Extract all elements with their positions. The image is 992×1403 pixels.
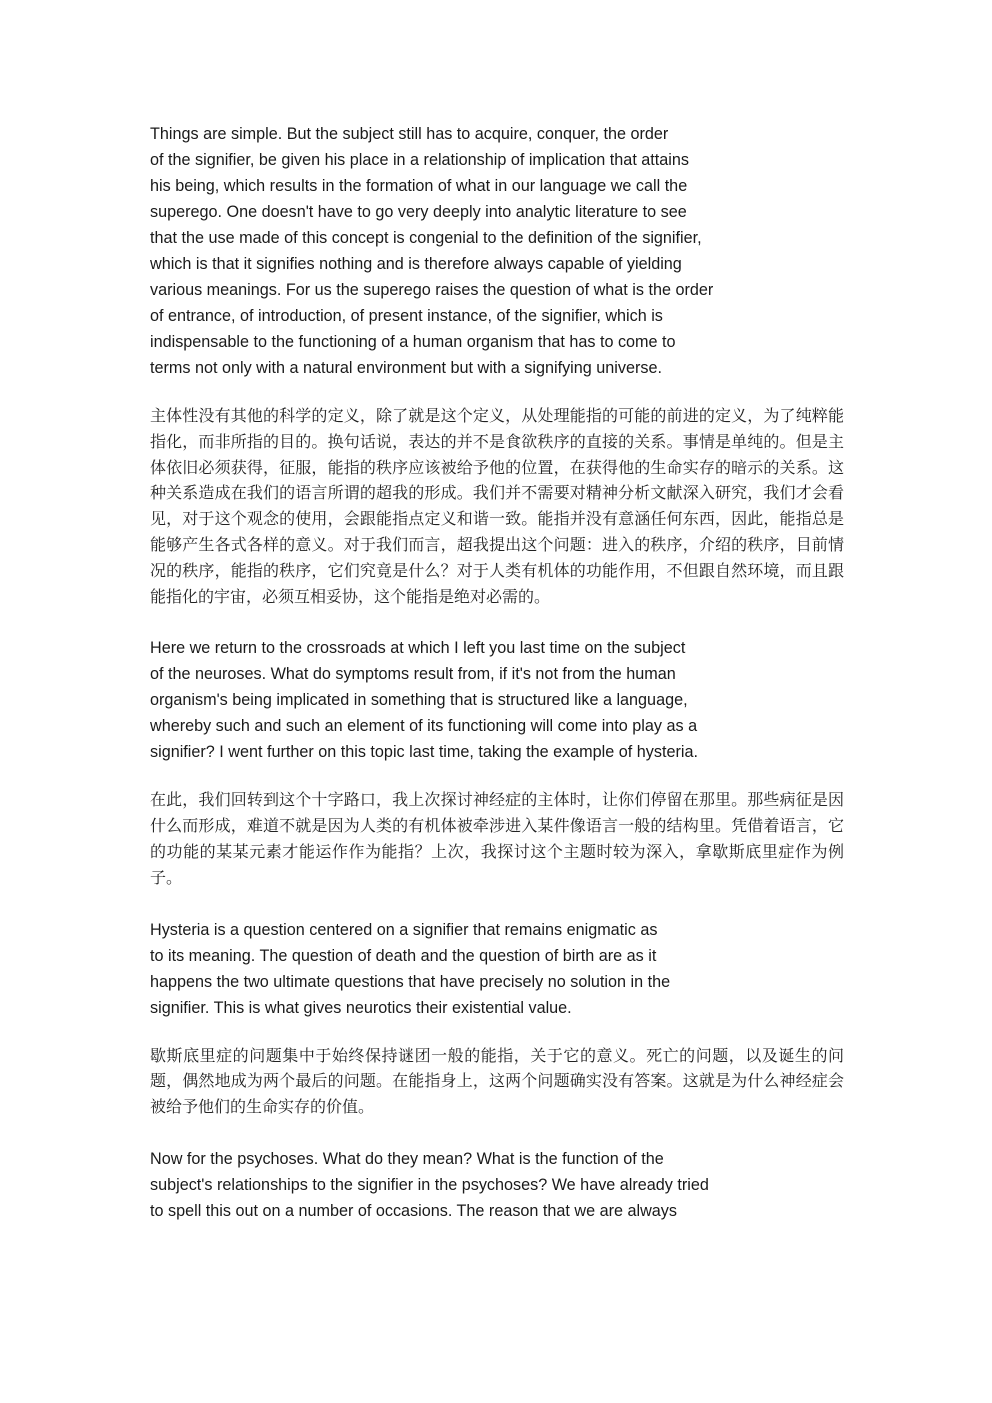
text-line: his being, which results in the formation of what in our language we call the <box>150 177 688 195</box>
document-page <box>150 121 850 1224</box>
text-line: organism's being implicated in something that is structured like a language, <box>150 691 688 710</box>
text-line: Here we return to the crossroads at which I left you last time on the subject <box>150 639 686 658</box>
text-line: terms not only with a natural environment but with a signifying universe. <box>150 359 662 377</box>
text-line: superego. One doesn't have to go very deeply into analytic literature to see <box>150 203 687 221</box>
text-line: that the use made of this concept is congenial to the definition of the signifier, <box>150 229 702 247</box>
text-line: various meanings. For us the superego raises the question of what is the order <box>150 281 714 299</box>
chinese-paragraph-2: 在此，我们回转到这个十字路口，我上次探讨神经症的主体时，让你们停留在那里。那些病征是因什么而形成，难道不就是因为人类的有机体被牵涉进入某件像语言一般的结构里。凭借着语言，它的功能的某某元素才能运作作为能指？上次，我探讨这个主题时较为深入，拿歇斯底里症作为例子。 <box>150 790 844 887</box>
english-paragraph-1 <box>150 121 850 381</box>
text-line: of entrance, of introduction, of present instance, of the signifier, which is <box>150 307 663 325</box>
chinese-paragraph-3: 歇斯底里症的问题集中于始终保持谜团一般的能指，关于它的意义。死亡的问题，以及诞生的问题，偶然地成为两个最后的问题。在能指身上，这两个问题确实没有答案。这就是为什么神经症会被给予他们的生命实存的价值。 <box>150 1045 844 1117</box>
text-line: of the signifier, be given his place in a relationship of implication that attains <box>150 151 690 169</box>
english-paragraph-4 <box>150 1146 850 1224</box>
english-paragraph-2 <box>150 635 850 765</box>
text-line: signifier. This is what gives neurotics their existential value. <box>150 998 572 1017</box>
text-line: indispensable to the functioning of a human organism that has to come to <box>150 333 676 351</box>
text-line: which is that it signifies nothing and is therefore always capable of yielding <box>150 255 682 273</box>
text-line: Hysteria is a question centered on a signifier that remains enigmatic as <box>150 920 658 939</box>
text-line: Now for the psychoses. What do they mean? What is the function of the <box>150 1149 664 1168</box>
text-line: of the neuroses. What do symptoms result from, if it's not from the human <box>150 665 676 684</box>
english-paragraph-3 <box>150 917 850 1021</box>
chinese-paragraph-1: 主体性没有其他的科学的定义，除了就是这个定义，从处理能指的可能的前进的定义，为了纯粹能指化，而非所指的目的。换句话说，表达的并不是食欲秩序的直接的关系。事情是单纯的。但是主体依旧必须获得，征服，能指的秩序应该被给予他的位置，在获得他的生命实存的暗示的关系。这种关系造成在我们的语言所谓的超我的形成。我们并不需要对精神分析文献深入研究，我们才会看见，对于这个观念的使用，会跟能指点定义和谐一致。能指并没有意涵任何东西，因此，能指总是能够产生各式各样的意义。对于我们而言，超我提出这个问题：进入的秩序，介绍的秩序，目前情况的秩序，能指的秩序，它们究竟是什么？对于人类有机体的功能作用，不但跟自然环境，而且跟能指化的宇宙，必须互相妥协，这个能指是绝对必需的。 <box>150 406 844 606</box>
text-line: happens the two ultimate questions that have precisely no solution in the <box>150 972 671 991</box>
text-line: whereby such and such an element of its functioning will come into play as a <box>150 717 698 736</box>
text-line: to its meaning. The question of death and the question of birth are as it <box>150 946 657 965</box>
text-line: subject's relationships to the signifier in the psychoses? We have already tried <box>150 1175 709 1194</box>
text-line: Things are simple. But the subject still has to acquire, conquer, the order <box>150 125 669 143</box>
text-line: signifier? I went further on this topic last time, taking the example of hysteria. <box>150 743 698 762</box>
text-line: to spell this out on a number of occasions. The reason that we are always <box>150 1201 677 1220</box>
